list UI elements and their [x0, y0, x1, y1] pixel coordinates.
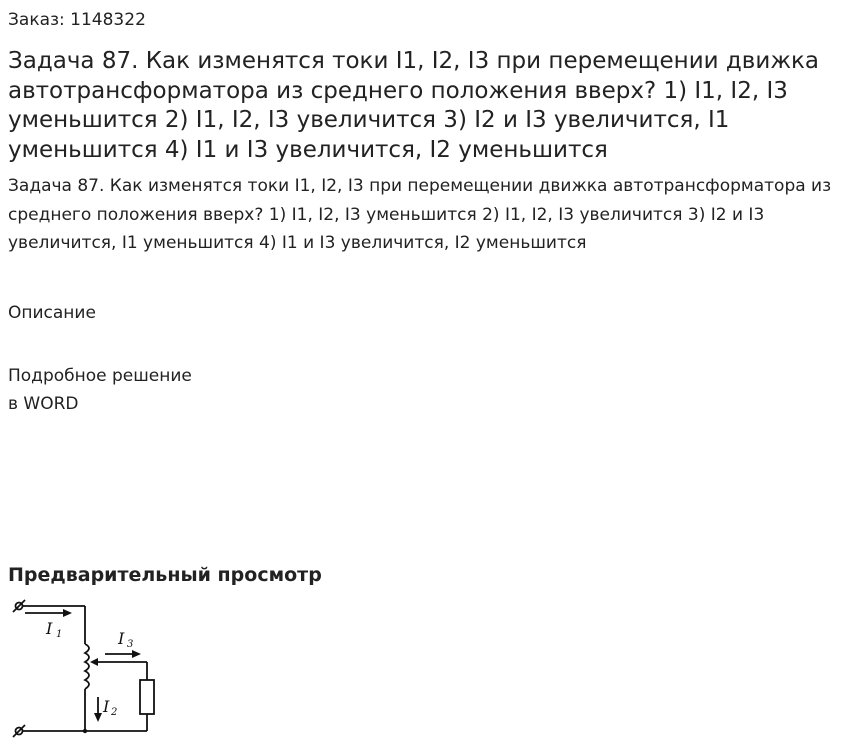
label-i3: I [118, 629, 125, 648]
order-number: Заказ: 1148322 [8, 10, 146, 30]
preview-heading: Предварительный просмотр [8, 564, 322, 586]
description-heading: Описание [8, 303, 96, 323]
label-i1: I [46, 619, 53, 638]
autotransformer-coil [85, 644, 89, 689]
task-title: Задача 87. Как изменятся токи I1, I2, I3 при перемещении движка автотрансформатора из среднего положения вверх? 1) I1, I2, I3 уменьшится 2) I1, I2, I3 увеличится 3) I2 и I3 увеличится, I1 уменьшится 4) I1 и I3 увеличится, I2 уменьшится [8, 48, 820, 163]
preview-circuit-image [10, 592, 166, 742]
description-line-1: Подробное решение [8, 366, 192, 386]
label-i1-sub: 1 [56, 629, 63, 640]
task-description: Задача 87. Как изменятся токи I1, I2, I3 при перемещении движка автотрансформатора из среднего положения вверх? 1) I1, I2, I3 уменьшится 2) I1, I2, I3 увеличится 3) I2 и I3 увеличится, I1 уменьшится 4) I1 и I3 увеличится, I2 уменьшится [8, 176, 832, 253]
description-body [8, 362, 192, 418]
label-i2-sub: 2 [111, 707, 118, 718]
description-line-2: в WORD [8, 394, 79, 414]
load-resistor [140, 680, 154, 714]
label-i3-sub: 3 [127, 639, 134, 650]
label-i2: I [103, 697, 110, 716]
